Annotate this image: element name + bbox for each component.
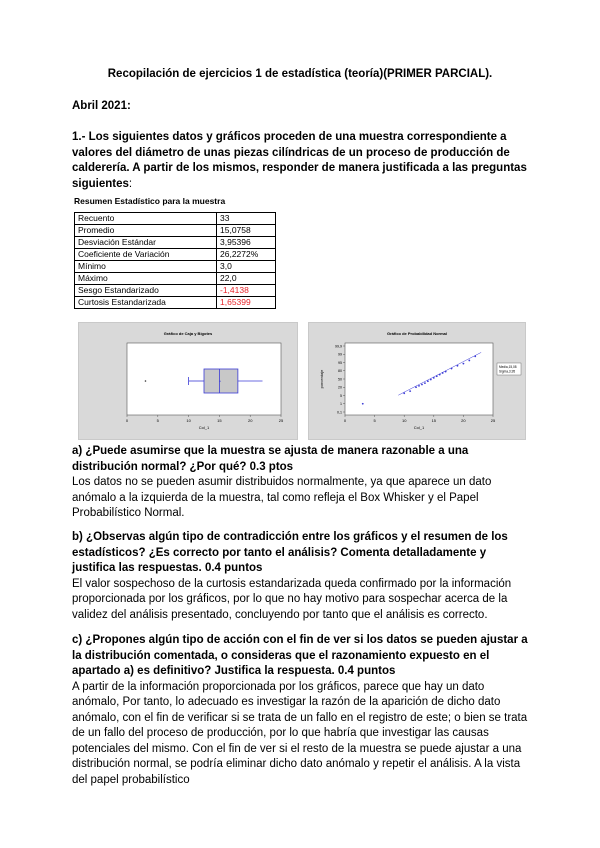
question-a: a) ¿Puede asumirse que la muestra se ajusta de manera razonable a una distribución normal? ¿Por qué? 0.3 ptos: [72, 445, 469, 473]
data-point: [433, 377, 435, 379]
stats-value: 22,0: [217, 273, 276, 285]
chart-title: Gráfico de Caja y Bigotes: [163, 331, 213, 336]
answer-c: A partir de la información proporcionada por los gráficos, parece que hay un dato anómalo, Por tanto, lo adecuado es investigar la razón de la aparición de dicho dato anómalo, con el fin de verificar si se trata de un fallo en el registro de este; o bien se trata de un fallo del proceso de producción, por lo que habría que investigar las causas potenciales del mismo. Con el fin de ver si el resto de la muestra se puede ajustar a una distribución normal, se podría eliminar dicho dato anómalo y repetir el análisis. A la vista del papel probabilístico: [72, 680, 528, 786]
data-point: [436, 375, 438, 377]
stats-label: Promedio: [75, 225, 217, 237]
x-tick-label: 10: [401, 418, 407, 423]
question-b: b) ¿Observas algún tipo de contradicción entre los gráficos y el resumen de los estadísticos? ¿Es correcto por tanto el análisis? Comenta detalladamente y justifica las respuestas. 0.4 puntos: [72, 531, 508, 574]
y-tick-label: 80: [338, 369, 342, 374]
exercise-1-text: 1.- Los siguientes datos y gráficos proceden de una muestra correspondiente a valores del diámetro de unas piezas cilíndricas de un proceso de producción de calderería. A partir de los mismos, responder de manera justificada a las preguntas siguientes: [72, 131, 527, 190]
stats-row: [75, 249, 276, 261]
stats-value: 3,95396: [217, 237, 276, 249]
data-point: [409, 390, 411, 392]
y-axis-label: porcentaje: [319, 369, 324, 389]
stats-row: [75, 225, 276, 237]
document-date: Abril 2021:: [72, 100, 131, 112]
question-c: c) ¿Propones algún tipo de acción con el fin de ver si los datos se pueden ajustar a la distribución comentada, o consideras que el razonamiento expuesto en el apartado a) es definitivo? Justifica la respuesta. 0.4 puntos: [72, 634, 528, 677]
document-title: Recopilación de ejercicios 1 de estadística (teoría)(PRIMER PARCIAL).: [107, 68, 493, 80]
data-point: [418, 385, 420, 387]
legend-entry: Media,15,08: [499, 365, 517, 369]
data-point: [403, 392, 405, 394]
stats-value: 15,0758: [217, 225, 276, 237]
x-axis-label: Col_1: [413, 425, 425, 430]
question-c-block: [72, 633, 532, 788]
stats-label: Coeficiente de Variación: [75, 249, 217, 261]
legend-entry: Sigma,3,95: [499, 369, 516, 374]
stats-value-highlighted: -1,4138: [217, 285, 276, 297]
stats-table-title: Resumen Estadístico para la muestra: [74, 196, 226, 206]
y-tick-label: 95: [338, 360, 342, 365]
y-tick-label: 1: [340, 402, 342, 407]
stats-label: Curtosis Estandarizada: [75, 297, 217, 309]
stats-value-highlighted: 1,65399: [217, 297, 276, 309]
stats-table: [74, 212, 276, 309]
stats-row: [75, 237, 276, 249]
data-point: [430, 379, 432, 381]
data-point: [427, 380, 429, 382]
x-tick-label: 5: [156, 418, 159, 423]
mean-marker: +: [218, 378, 222, 384]
x-tick-label: 15: [217, 418, 222, 423]
stats-value: 26,2272%: [217, 249, 276, 261]
data-point: [415, 386, 417, 388]
x-tick-label: 25: [278, 418, 284, 423]
boxplot-chart: [78, 322, 298, 440]
x-tick-label: 10: [186, 418, 191, 423]
question-a-block: [72, 444, 532, 522]
plot-area: [345, 343, 493, 415]
x-axis-label: Col_1: [198, 425, 210, 430]
data-point: [362, 403, 364, 405]
answer-b: El valor sospechoso de la curtosis estandarizada queda confirmado por la información proporcionada por los gráficos, por lo que no hay motivo para sospechar acerca de la validez del análisis presentado, concluyendo por tanto que el análisis es correcto.: [72, 577, 512, 621]
y-tick-label: 99,9: [335, 344, 342, 349]
stats-row: [75, 297, 276, 309]
stats-row: [75, 273, 276, 285]
x-tick-label: 0: [343, 418, 347, 423]
probability-plot-svg: [309, 323, 525, 439]
data-point: [439, 374, 441, 376]
data-point: [421, 384, 423, 386]
x-tick-label: 25: [490, 418, 496, 423]
data-point: [474, 355, 476, 357]
chart-title: Gráfico de Probabilidad Normal: [386, 331, 448, 336]
stats-row: [75, 261, 276, 273]
y-tick-label: 20: [338, 385, 342, 390]
stats-label: Sesgo Estandarizado: [75, 285, 217, 297]
data-point: [442, 372, 444, 374]
stats-label: Máximo: [75, 273, 217, 285]
x-tick-label: 20: [247, 418, 253, 423]
x-tick-label: 5: [373, 418, 376, 423]
y-tick-label: 0,1: [337, 410, 342, 415]
x-tick-label: 20: [461, 418, 466, 423]
stats-row: [75, 285, 276, 297]
data-point: [463, 363, 465, 365]
answer-a: Los datos no se pueden asumir distribuidos normalmente, ya que aparece un dato anómalo a la izquierda de la muestra, tal como refleja el Box Whisker y el Papel Probabilístico Normal.: [72, 476, 492, 519]
stats-value: 3,0: [217, 261, 276, 273]
stats-label: Mínimo: [75, 261, 217, 273]
probability-plot-chart: [308, 322, 526, 440]
question-b-block: [72, 530, 532, 623]
x-tick-label: 0: [125, 418, 129, 423]
stats-label: Desviación Estándar: [75, 237, 217, 249]
exercise-1-colon: :: [128, 177, 133, 190]
data-point: [468, 360, 470, 362]
stats-value: 33: [217, 213, 276, 225]
y-tick-label: 5: [340, 393, 342, 398]
y-tick-label: 50: [338, 377, 342, 382]
stats-row: [75, 213, 276, 225]
data-point: [424, 382, 426, 384]
x-tick-label: 15: [431, 418, 437, 423]
outlier-point: [145, 380, 147, 382]
data-point: [457, 365, 459, 367]
data-point: [445, 371, 447, 373]
data-point: [451, 368, 453, 370]
boxplot-svg: [79, 323, 297, 439]
stats-label: Recuento: [75, 213, 217, 225]
y-tick-label: 99: [338, 352, 342, 357]
exercise-1-statement: [72, 130, 532, 192]
